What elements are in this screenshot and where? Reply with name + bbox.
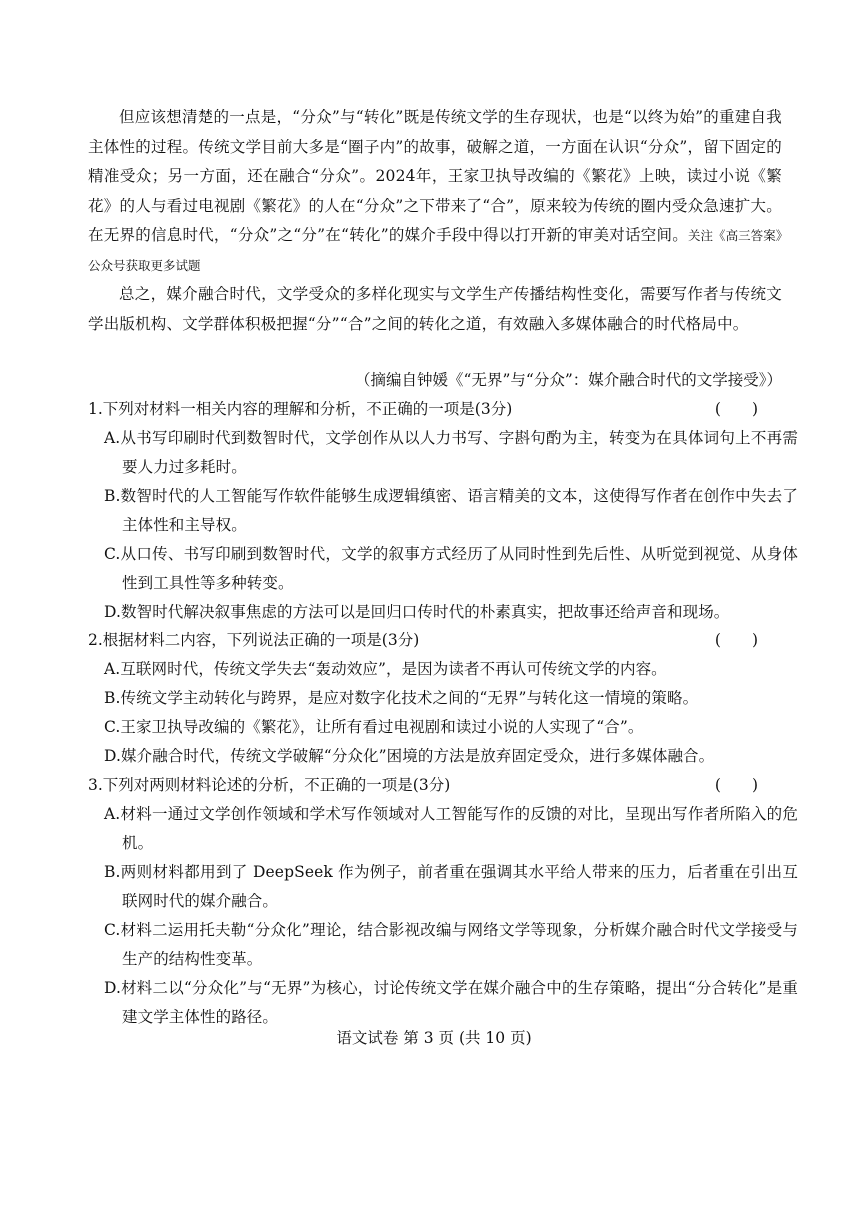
question-1-text: 1.下列对材料一相关内容的理解和分析，不正确的一项是(3分) <box>88 400 513 418</box>
passage-paragraph-2: 总之，媒介融合时代，文学受众的多样化现实与文学生产传播结构性变化，需要写作者与传统文学出版机构、文学群体积极把握“分”“合”之间的转化之道，有效融入多媒体融合的时代格局中。 <box>88 285 782 333</box>
question-3-stem <box>88 771 782 800</box>
question-3-option-c: C.材料二运用托夫勒“分众化”理论，结合影视改编与网络文学等现象，分析媒介融合时代文学接受与生产的结构性变革。 <box>104 921 798 968</box>
question-1-option-d: D.数智时代解决叙事焦虑的方法可以是回归口传时代的朴素真实，把故事还给声音和现场。 <box>104 603 730 621</box>
question-1-option-b: B.数智时代的人工智能写作软件能够生成逻辑缜密、语言精美的文本，这使得写作者在创作中失去了主体性和主导权。 <box>104 487 798 534</box>
question-2-option-c: C.王家卫执导改编的《繁花》，让所有看过电视剧和读过小说的人实现了“合”。 <box>104 718 644 736</box>
question-2-option-b: B.传统文学主动转化与跨界，是应对数字化技术之间的“无界”与转化这一情境的策略。 <box>104 689 699 707</box>
passage-paragraph-1 <box>88 103 782 280</box>
question-1-option-c: C.从口传、书写印刷到数智时代，文学的叙事方式经历了从同时性到先后性、从听觉到视觉、从身体性到工具性等多种转变。 <box>104 545 798 592</box>
question-3-text: 3.下列对两则材料论述的分析，不正确的一项是(3分) <box>88 776 451 794</box>
promo-note: 关注《高三答案》公众号获取更多试题 <box>88 228 782 273</box>
passage-paragraph-1-text: 但应该想清楚的一点是，“分众”与“转化”既是传统文学的生存现状，也是“以终为始”的重建自我主体性的过程。传统文学目前大多是“圈子内”的故事，破解之道，一方面在认识“分众”，留下固定的精准受众；另一方面，还在融合“分众”。2024年，王家卫执导改编的《繁花》上映，读过小说《繁花》的人与看过电视剧《繁花》的人在“分众”之下带来了“合”，原来较为传统的圈内受众急速扩大。在无界的信息时代，“分众”之“分”在“转化”的媒介手段中得以打开新的审美对话空间。 <box>88 108 782 244</box>
question-2-answer-blank: ( ) <box>714 631 758 649</box>
source-citation: （摘编自钟媛《“无界”与“分众”：媒介融合时代的文学接受》） <box>355 371 782 389</box>
question-2-option-a: A.互联网时代，传统文学失去“轰动效应”，是因为读者不再认可传统文学的内容。 <box>104 660 667 678</box>
question-1-option-a: A.从书写印刷时代到数智时代，文学创作从以人力书写、字斟句酌为主，转变为在具体词句上不再需要人力过多耗时。 <box>104 429 798 476</box>
question-1-stem <box>88 395 782 424</box>
question-1-answer-blank: ( ) <box>714 400 758 418</box>
question-3-option-b: B.两则材料都用到了 DeepSeek 作为例子，前者重在强调其水平给人带来的压力，后者重在引出互联网时代的媒介融合。 <box>104 863 798 910</box>
question-2-option-d: D.媒介融合时代，传统文学破解“分众化”困境的方法是放弃固定受众，进行多媒体融合。 <box>104 747 715 765</box>
page-footer: 语文试卷 第 3 页 (共 10 页) <box>336 1029 532 1047</box>
question-3-option-a: A.材料一通过文学创作领域和学术写作领域对人工智能写作的反馈的对比，呈现出写作者所陷入的危机。 <box>104 805 798 852</box>
question-3-answer-blank: ( ) <box>714 776 758 794</box>
question-2-text: 2.根据材料二内容，下列说法正确的一项是(3分) <box>88 631 420 649</box>
question-3-option-d: D.材料二以“分众化”与“无界”为核心，讨论传统文学在媒介融合中的生存策略，提出“分合转化”是重建文学主体性的路径。 <box>104 979 798 1026</box>
question-2-stem <box>88 626 782 655</box>
